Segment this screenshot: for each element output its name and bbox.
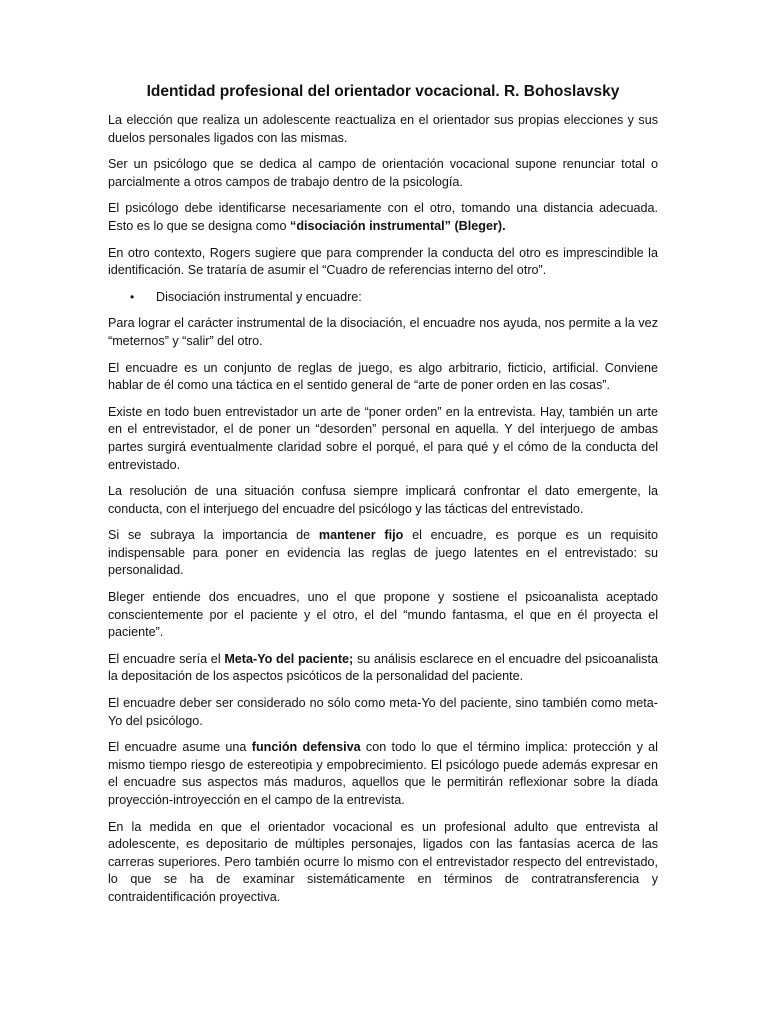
paragraph-3-emphasis: “disociación instrumental” (Bleger). xyxy=(290,218,506,233)
paragraph-1: La elección que realiza un adolescente reactualiza en el orientador sus propias elecciones y sus duelos personales ligados con las mismas. xyxy=(108,113,658,145)
paragraph-11-text-c: su análisis esclarece en el encuadre del psicoanalista la depositación de los aspectos psicóticos de la personalidad del paciente. xyxy=(108,651,658,684)
paragraph-9-text-a: Si se subraya la importancia de xyxy=(108,528,319,543)
paragraph-11-text-a: El encuadre sería el xyxy=(108,651,225,666)
paragraph-13-text-a: El encuadre asume una xyxy=(108,740,252,755)
paragraph-13-emphasis: función defensiva xyxy=(251,740,361,755)
paragraph-9-emphasis: mantener fijo xyxy=(318,528,404,543)
paragraph-13 xyxy=(108,739,658,809)
paragraph-4: En otro contexto, Rogers sugiere que para comprender la conducta del otro es imprescindible la identificación. Se trataría de asumir el “Cuadro de referencias interno del otro”. xyxy=(108,245,658,278)
paragraph-11-emphasis: Meta-Yo del paciente; xyxy=(224,651,354,666)
bullet-icon: • xyxy=(130,289,135,304)
paragraph-11 xyxy=(108,651,658,686)
paragraph-13-text-c: con todo lo que el término implica: protección y al mismo tiempo riesgo de estereotipia y empobrecimiento. El psicólogo puede además expresar en el encuadre sus aspectos más maduros, aquellos que le permitirán reflexionar sobre la díada proyección-introyección en el campo de la entrevista. xyxy=(108,740,658,807)
paragraph-9-text-c: el encuadre, es porque es un requisito indispensable para poner en evidencia las reglas de juego latentes en el entrevistado: su personalidad. xyxy=(108,528,659,578)
document-page xyxy=(108,82,658,916)
paragraph-10: Bleger entiende dos encuadres, uno el que propone y sostiene el psicoanalista aceptado conscientemente por el paciente y el otro, el del “mundo fantasma, el que en él proyecta el paciente”. xyxy=(108,590,658,640)
paragraph-3-text: El psicólogo debe identificarse necesariamente con el otro, tomando una distancia adecuada. Esto es lo que se designa como xyxy=(108,201,658,233)
paragraph-7: Existe en todo buen entrevistador un arte de “poner orden” en la entrevista. Hay, también un arte en el entrevistador, el de poner un “desorden” personal en aquella. Y del interjuego de ambas partes surgirá eventualmente claridad sobre el porqué, el para qué y el cómo de la conducta del entrevistado. xyxy=(108,404,658,472)
paragraph-14: En la medida en que el orientador vocacional es un profesional adulto que entrevista al adolescente, es depositario de múltiples personajes, ligados con las fantasías acerca de las carreras superiores. Pero también ocurre lo mismo con el entrevistador respecto del entrevistado, lo que se ha de examinar sistemáticamente en términos de contratransferencia y contraidentificación proyectiva. xyxy=(108,819,658,904)
paragraph-5: Para lograr el carácter instrumental de la disociación, el encuadre nos ayuda, nos permite a la vez “meternos” y “salir” del otro. xyxy=(108,316,658,348)
bullet-item xyxy=(108,289,658,307)
paragraph-2: Ser un psicólogo que se dedica al campo de orientación vocacional supone renunciar total o parcialmente a otros campos de trabajo dentro de la psicología. xyxy=(108,157,658,189)
document-title: Identidad profesional del orientador vocacional. R. Bohoslavsky xyxy=(146,83,620,100)
paragraph-9 xyxy=(108,527,658,580)
paragraph-6: El encuadre es un conjunto de reglas de juego, es algo arbitrario, ficticio, artificial. Conviene hablar de él como una táctica en el sentido general de “arte de poner orden en las cosas”. xyxy=(108,360,658,393)
paragraph-12: El encuadre deber ser considerado no sólo como meta-Yo del paciente, sino también como meta-Yo del psicólogo. xyxy=(108,696,658,728)
paragraph-3 xyxy=(108,200,658,235)
paragraph-8: La resolución de una situación confusa siempre implicará confrontar el dato emergente, la conducta, con el interjuego del encuadre del psicólogo y las tácticas del entrevistado. xyxy=(108,484,658,516)
bullet-text: Disociación instrumental y encuadre: xyxy=(156,289,362,304)
